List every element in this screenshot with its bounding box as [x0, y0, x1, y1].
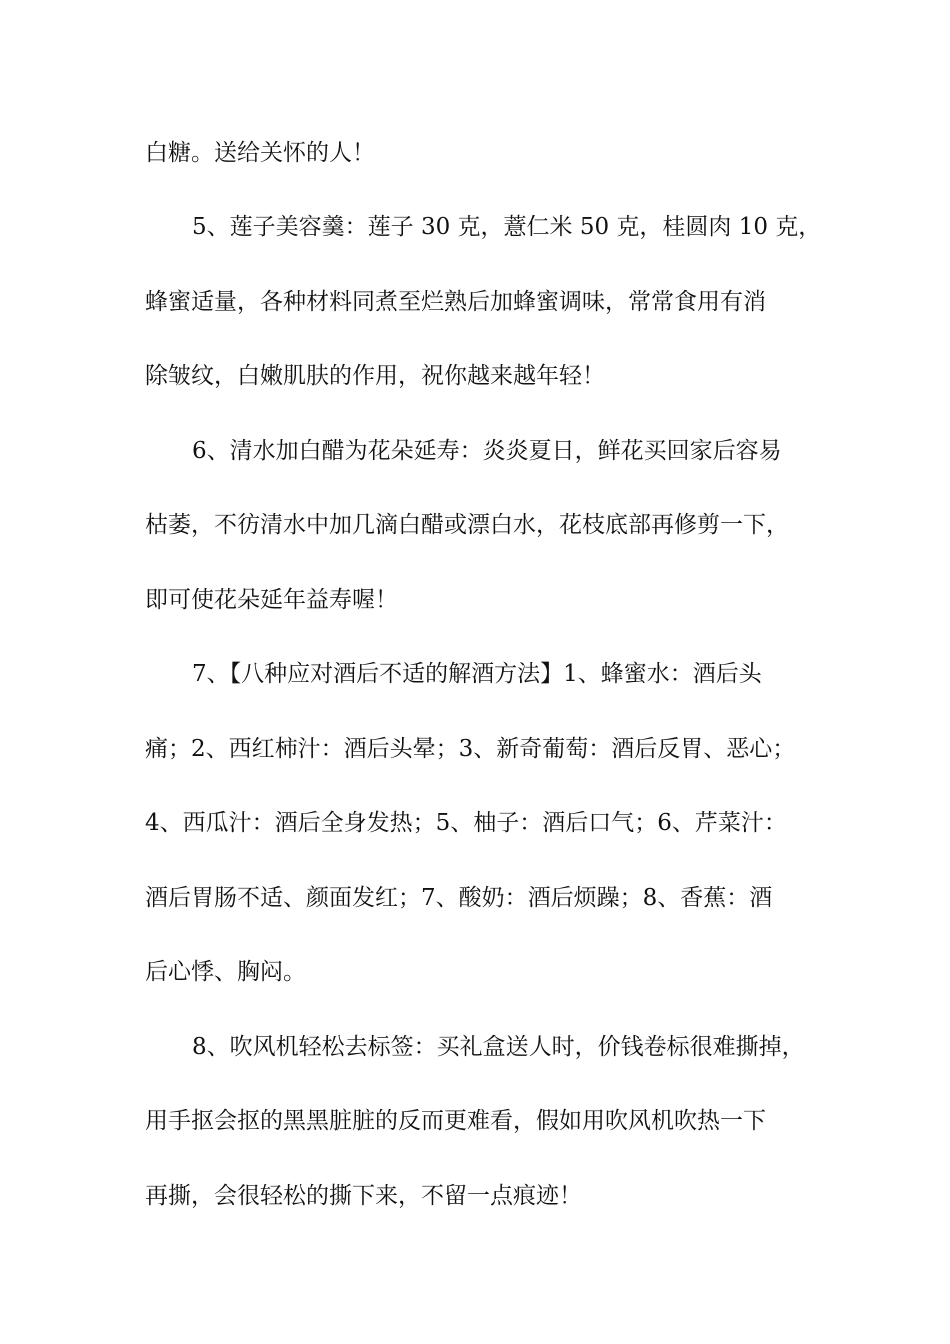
paragraph-8-line-3: 再撕，会很轻松的撕下来，不留一点痕迹！: [145, 1183, 582, 1209]
paragraph-6-line-2: 枯萎，不彷清水中加几滴白醋或漂白水，花枝底部再修剪一下，: [145, 512, 789, 538]
paragraph-8-line-2: 用手抠会抠的黑黑脏脏的反而更难看，假如用吹风机吹热一下: [145, 1108, 766, 1134]
paragraph-7-line-1: 7、【八种应对酒后不适的解酒方法】1、蜂蜜水：酒后头: [192, 661, 762, 687]
paragraph-6-line-3: 即可使花朵延年益寿喔！: [145, 587, 398, 613]
paragraph-4-line-end: 白糖。送给关怀的人！: [145, 140, 375, 166]
paragraph-8-line-1: 8、吹风机轻松去标签：买礼盒送人时，价钱卷标很难撕掉，: [192, 1034, 805, 1060]
paragraph-5-line-2: 蜂蜜适量，各种材料同煮至烂熟后加蜂蜜调味，常常食用有消: [145, 289, 766, 315]
paragraph-7-line-2: 痛；2、西红柿汁：酒后头晕；3、新奇葡萄：酒后反胃、恶心；: [145, 736, 796, 762]
paragraph-7-line-4: 酒后胃肠不适、颜面发红；7、酸奶：酒后烦躁；8、香蕉：酒: [145, 885, 773, 911]
paragraph-5-line-1: 5、莲子美容羹：莲子 30 克，薏仁米 50 克，桂圆肉 10 克，: [192, 214, 822, 240]
paragraph-6-line-1: 6、清水加白醋为花朵延寿：炎炎夏日，鲜花买回家后容易: [192, 438, 782, 464]
paragraph-7-line-3: 4、西瓜汁：酒后全身发热；5、柚子：酒后口气；6、芹菜汁：: [145, 810, 787, 836]
paragraph-7-line-5: 后心悸、胸闷。: [145, 959, 306, 985]
paragraph-5-line-3: 除皱纹，白嫩肌肤的作用，祝你越来越年轻！: [145, 363, 605, 389]
